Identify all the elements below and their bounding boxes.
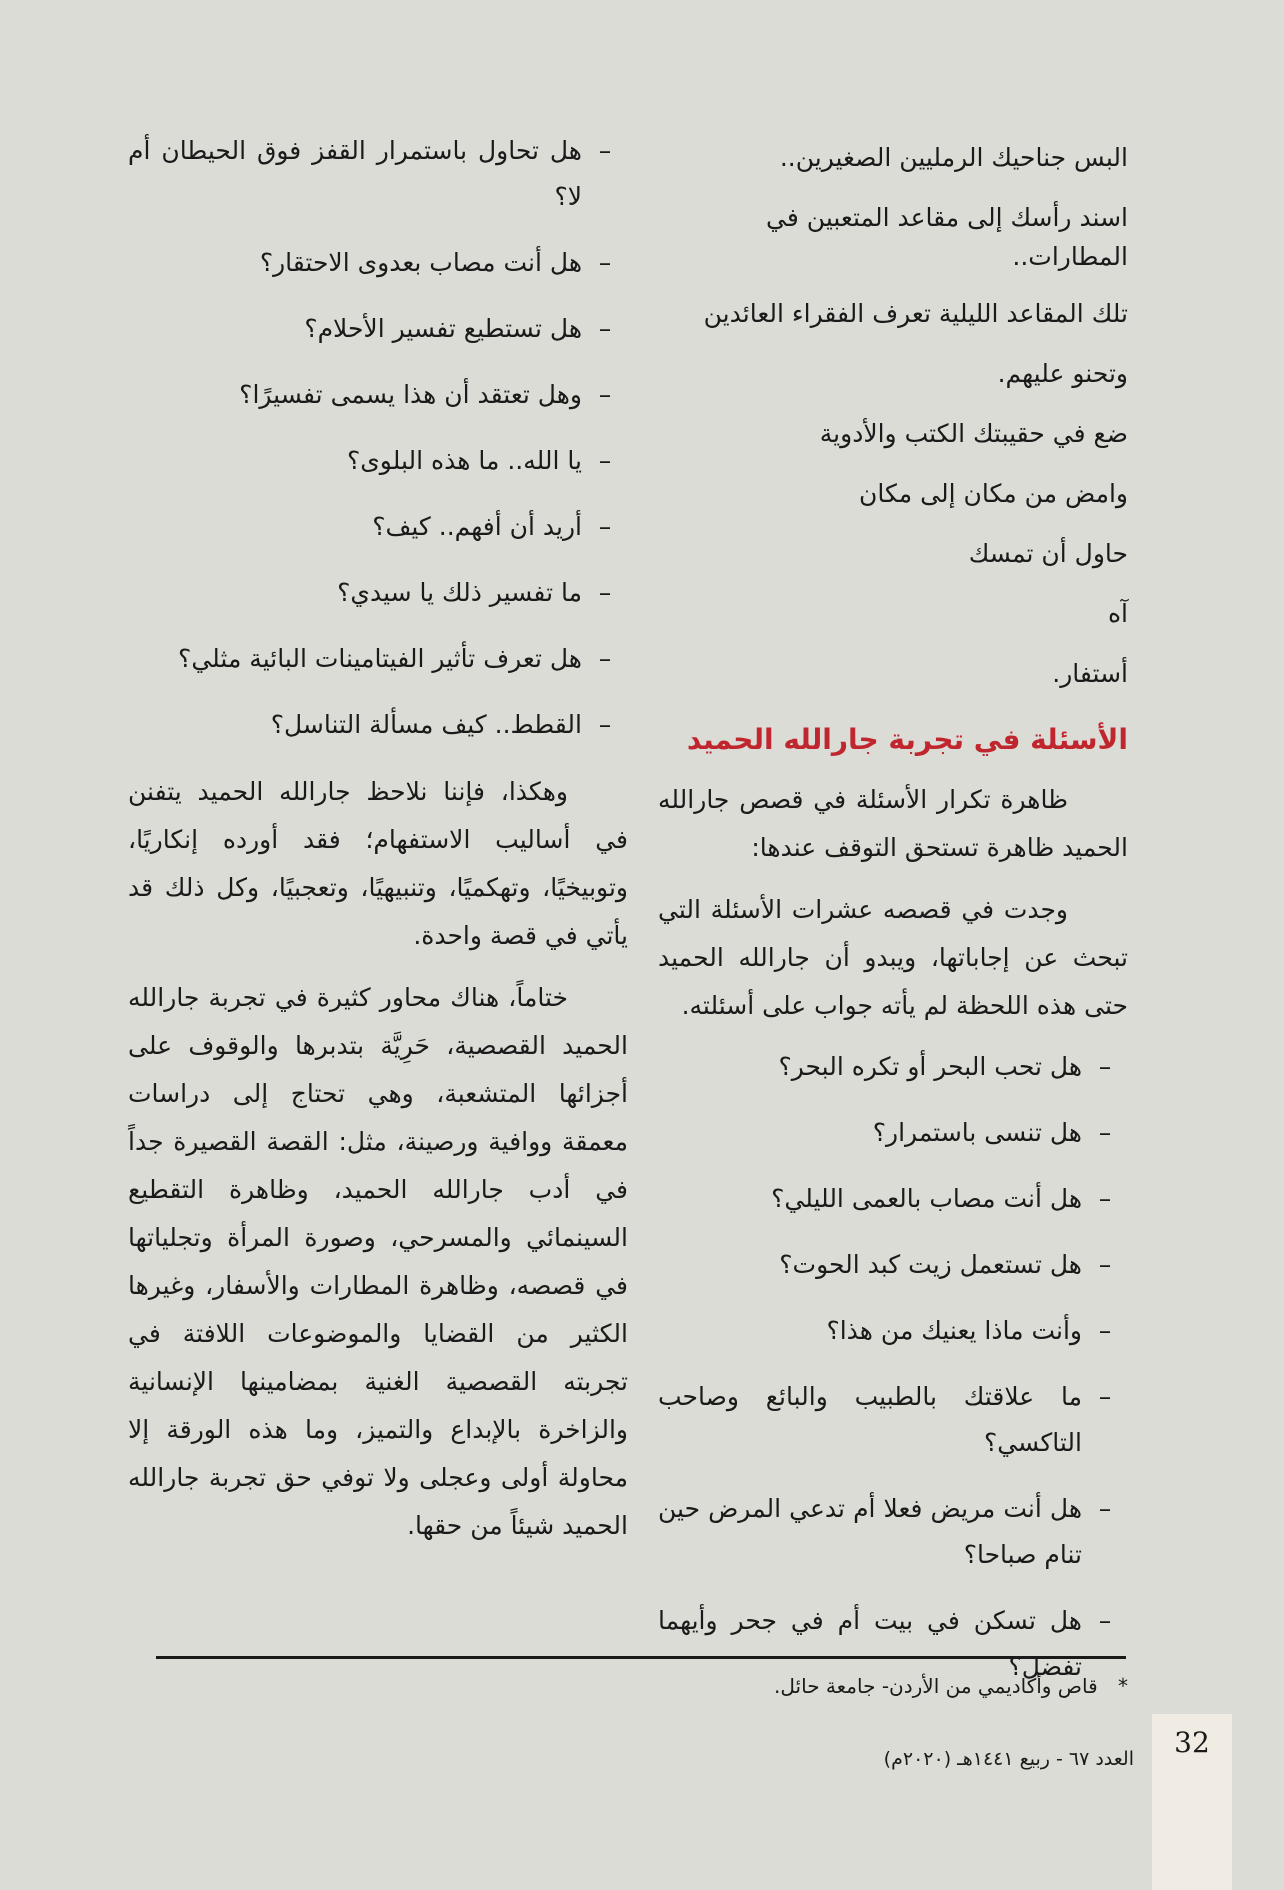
question-text: هل تستعمل زيت كبد الحوت؟ bbox=[779, 1250, 1082, 1279]
poem-line: البس جناحيك الرمليين الصغيرين.. bbox=[779, 143, 1128, 172]
question-text: القطط.. كيف مسألة التناسل؟ bbox=[270, 710, 582, 739]
question-text: ما علاقتك بالطبيب والبائع وصاحب التاكسي؟ bbox=[658, 1382, 1082, 1457]
dash-bullet: – bbox=[1098, 1382, 1112, 1411]
question-item bbox=[128, 570, 628, 616]
paragraph: وهكذا، فإننا نلاحظ جارالله الحميد يتفنن في أساليب الاستفهام؛ فقد أورده إنكاريًا، وتوبيخيًا، وتهكميًا، وتنبيهيًا، وتعجبيًا، وكل ذلك قد يأتي في قصة واحدة. bbox=[128, 777, 628, 950]
question-text: ما تفسير ذلك يا سيدي؟ bbox=[337, 578, 582, 607]
question-text: هل تحب البحر أو تكره البحر؟ bbox=[778, 1052, 1082, 1081]
footnote-star: * bbox=[1118, 1674, 1128, 1698]
dash-bullet: – bbox=[1098, 1052, 1112, 1081]
question-item bbox=[658, 1044, 1128, 1090]
question-text: هل تسكن في بيت أم في جحر وأيهما تفضل؟ bbox=[658, 1606, 1082, 1681]
question-text: يا الله.. ما هذه البلوى؟ bbox=[346, 446, 582, 475]
question-item bbox=[658, 1308, 1128, 1354]
question-text: هل أنت مصاب بعدوى الاحتقار؟ bbox=[259, 248, 582, 277]
question-text: هل أنت مريض فعلا أم تدعي المرض حين تنام صباحا؟ bbox=[658, 1494, 1082, 1569]
question-item bbox=[128, 240, 628, 286]
question-item bbox=[658, 1486, 1128, 1578]
poem-line: وتحنو عليهم. bbox=[997, 359, 1128, 388]
poem-line: اسند رأسك إلى مقاعد المتعبين في bbox=[766, 203, 1128, 232]
dash-bullet: – bbox=[598, 644, 612, 673]
right-column bbox=[658, 128, 1128, 1710]
footnote-text: قاص وأكاديمي من الأردن- جامعة حائل. bbox=[774, 1674, 1098, 1698]
dash-bullet: – bbox=[598, 710, 612, 739]
poem-line: حاول أن تمسك bbox=[968, 539, 1128, 568]
question-item bbox=[658, 1110, 1128, 1156]
poem-line: آه bbox=[1107, 599, 1128, 628]
question-text: وهل تعتقد أن هذا يسمى تفسيرًا؟ bbox=[239, 380, 582, 409]
question-item bbox=[658, 1242, 1128, 1288]
poem-line: ضع في حقيبتك الكتب والأدوية bbox=[819, 419, 1128, 448]
question-item bbox=[128, 636, 628, 682]
question-item bbox=[128, 372, 628, 418]
dash-bullet: – bbox=[1098, 1250, 1112, 1279]
dash-bullet: – bbox=[598, 446, 612, 475]
dash-bullet: – bbox=[598, 380, 612, 409]
dash-bullet: – bbox=[598, 248, 612, 277]
question-text: وأنت ماذا يعنيك من هذا؟ bbox=[826, 1316, 1082, 1345]
dash-bullet: – bbox=[598, 314, 612, 343]
dash-bullet: – bbox=[1098, 1494, 1112, 1523]
paragraph: ختاماً، هناك محاور كثيرة في تجربة جارالله الحميد القصصية، حَرِيَّة بتدبرها والوقوف على أجزائها المتشعبة، وهي تحتاج إلى دراسات معمقة ووافية ورصينة، مثل: القصة القصيرة جداً في أدب جارالله الحميد، وظاهرة التقطيع السينمائي والمسرحي، وصورة المرأة وتجلياتها في قصصه، وظاهرة المطارات والأسفار، وغيرها الكثير من القضايا والموضوعات اللافتة في تجربته القصصية الغنية بمضامينها الإنسانية والزاخرة بالإبداع والتميز، وما هذه الورقة إلا محاولة أولى وعجلى ولا توفي حق تجربة جارالله الحميد شيئاً من حقها. bbox=[128, 983, 628, 1540]
question-text: هل تنسى باستمرار؟ bbox=[872, 1118, 1082, 1147]
dash-bullet: – bbox=[598, 512, 612, 541]
question-item bbox=[128, 702, 628, 748]
paragraph: ظاهرة تكرار الأسئلة في قصص جارالله الحميد ظاهرة تستحق التوقف عندها: bbox=[658, 785, 1128, 862]
poem-line: وامض من مكان إلى مكان bbox=[859, 479, 1128, 508]
dash-bullet: – bbox=[598, 578, 612, 607]
paragraph: وجدت في قصصه عشرات الأسئلة التي تبحث عن إجاباتها، ويبدو أن جارالله الحميد حتى هذه اللحظة لم يأته جواب على أسئلته. bbox=[658, 895, 1128, 1020]
question-text: هل أنت مصاب بالعمى الليلي؟ bbox=[771, 1184, 1082, 1213]
question-text: أريد أن أفهم.. كيف؟ bbox=[372, 512, 582, 541]
question-item bbox=[658, 1374, 1128, 1466]
question-text: هل تعرف تأثير الفيتامينات البائية مثلي؟ bbox=[178, 644, 582, 673]
question-item bbox=[658, 1176, 1128, 1222]
left-column bbox=[128, 128, 628, 1564]
question-text: هل تحاول باستمرار القفز فوق الحيطان أم لا؟ bbox=[128, 136, 582, 211]
dash-bullet: – bbox=[1098, 1316, 1112, 1345]
question-text: هل تستطيع تفسير الأحلام؟ bbox=[304, 314, 582, 343]
footnote-divider bbox=[156, 1656, 1126, 1659]
question-item bbox=[128, 306, 628, 352]
dash-bullet: – bbox=[1098, 1118, 1112, 1147]
footnote bbox=[158, 1668, 1128, 1704]
question-item bbox=[128, 438, 628, 484]
dash-bullet: – bbox=[598, 136, 612, 165]
dash-bullet: – bbox=[1098, 1184, 1112, 1213]
question-item bbox=[128, 128, 628, 220]
page-number: 32 bbox=[1174, 1726, 1210, 1759]
issue-info: العدد ٦٧ - ربيع ١٤٤١هـ (٢٠٢٠م) bbox=[883, 1748, 1134, 1770]
dash-bullet: – bbox=[1098, 1606, 1112, 1635]
poem-line: أستفار. bbox=[1052, 659, 1128, 688]
question-item bbox=[128, 504, 628, 550]
poem-line: المطارات.. bbox=[1012, 242, 1128, 271]
section-title: الأسئلة في تجربة جارالله الحميد bbox=[686, 723, 1128, 756]
poem-line: تلك المقاعد الليلية تعرف الفقراء العائدين bbox=[703, 299, 1128, 328]
